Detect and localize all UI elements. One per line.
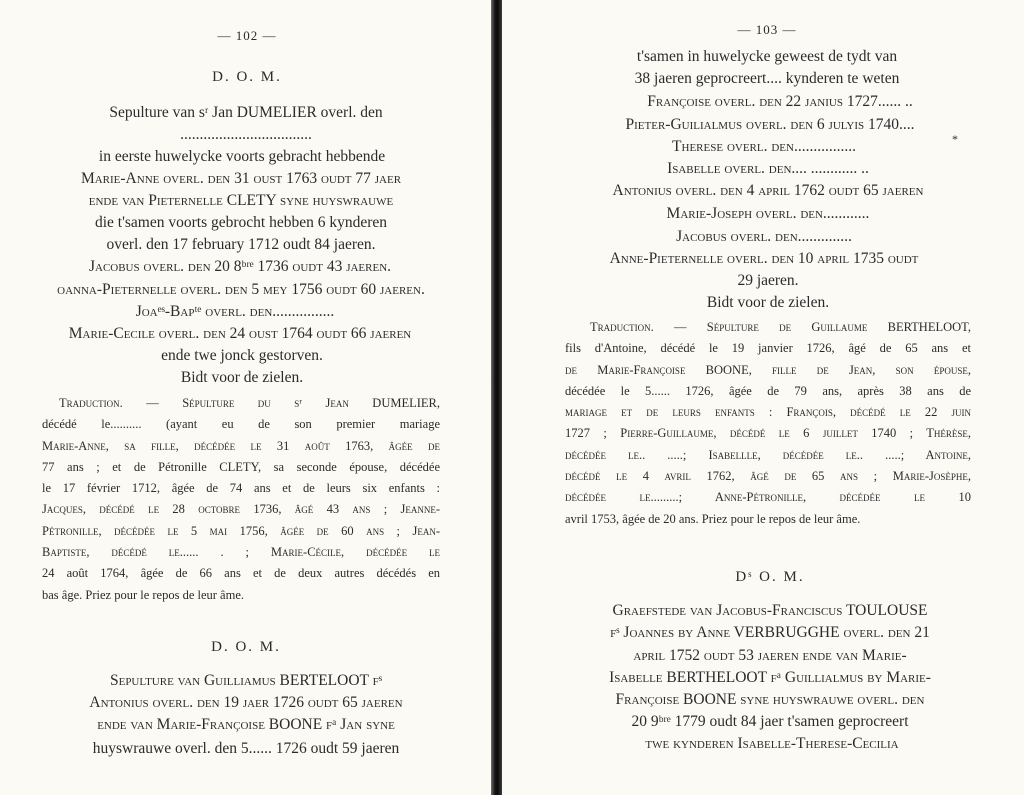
epitaph-line: Graefstede van Jacobus-Franciscus TOULOUSE — [612, 602, 928, 619]
translation-line: décédée le.. .....; Isabellle, décédée le.. .....; Antoine, — [565, 447, 971, 462]
heading: D. O. M. — [212, 69, 282, 85]
translation-line: mariage et de leurs enfants : François, décédé le 22 juin — [565, 405, 971, 420]
epitaph-line: Sepulture van sʳ Jan DUMELIER overl. den — [109, 104, 383, 121]
epitaph-line: Jacobus overl. den.............. — [676, 228, 852, 245]
epitaph-line: Marie-Anne overl. den 31 oust 1763 oudt 77 jaer — [80, 170, 402, 187]
epitaph-line: Joaᵉˢ-Bapᵗᵉ overl. den................ — [135, 303, 335, 320]
epitaph-line: Pieter-Guilialmus overl. den 6 julyis 1740.... — [625, 116, 915, 133]
epitaph-line: 38 jaeren geprocreert.... kynderen te weten — [634, 70, 900, 87]
translation-berteloot — [565, 317, 971, 530]
epitaph-line: t'samen in huwelycke geweest de tydt van — [636, 48, 898, 65]
epitaph-line: Therese overl. den................ — [672, 138, 856, 155]
epitaph-line: Anne-Pieternelle overl. den 10 april 1735 oudt — [609, 250, 919, 267]
epitaph-line: 20 9ᵇʳᵉ 1779 oudt 84 jaer t'samen geprocreert — [631, 713, 909, 730]
translation-line: 24 août 1764, âgée de 66 ans et de deux autres décédés en — [42, 566, 440, 581]
translation-line: décédée le.........; Anne-Pétronille, décédée le 10 — [565, 490, 971, 505]
epitaph-line: Antonius overl. den 4 april 1762 oudt 65 jaeren — [612, 182, 924, 199]
translation-line: Marie-Anne, sa fille, décédée le 31 août 1763, âgée de — [42, 438, 440, 453]
epitaph-line: Bidt voor de zielen. — [706, 294, 830, 311]
translation-line: décédé le.......... (ayant eu de son premier mariage — [42, 417, 440, 432]
epitaph-line: Françoise BOONE syne huyswrauwe overl. den — [615, 691, 925, 708]
epitaph-line: Marie-Cecile overl. den 24 oust 1764 oudt 66 jaeren — [68, 325, 412, 342]
epitaph-line: Marie-Joseph overl. den............ — [666, 205, 870, 222]
translation-line: le 17 février 1712, âgée de 74 ans et de leurs six enfants : — [42, 481, 440, 496]
margin-mark: * — [952, 132, 958, 146]
epitaph-line: overl. den 17 february 1712 oudt 84 jaeren. — [106, 236, 376, 253]
translation-line: Pétronille, décédée le 5 mai 1756, âgée de 60 ans ; Jean- — [42, 523, 440, 538]
epitaph-line: Isabelle overl. den.... ............ .. — [667, 160, 869, 177]
epitaph-line: huyswrauwe overl. den 5...... 1726 oudt 59 jaeren — [92, 740, 400, 757]
epitaph-line: oanna-Pieternelle overl. den 5 mey 1756 oudt 60 jaeren. — [57, 281, 425, 298]
book-gutter — [491, 0, 502, 795]
epitaph-line: ende van Marie-Françoise BOONE fᵃ Jan syne — [97, 716, 395, 733]
translation-line: fils d'Antoine, décédé le 19 janvier 1726, âgé de 65 ans et — [565, 341, 971, 356]
epitaph-line: Sepulture van Guilliamus BERTELOOT fˢ — [109, 672, 383, 689]
epitaph-line: Bidt voor de zielen. — [180, 369, 304, 386]
right-page — [502, 0, 1024, 795]
translation-line: avril 1753, âgée de 20 ans. Priez pour le repos de leur âme. — [565, 511, 861, 526]
translation-line: Baptiste, décédé le...... . ; Marie-Cécile, décédée le — [42, 545, 440, 560]
heading: D. O. M. — [211, 639, 281, 655]
epitaph-line: 29 jaeren. — [737, 272, 799, 289]
epitaph-line: twe kynderen Isabelle-Therese-Cecilia — [645, 735, 899, 752]
epitaph-line: ende van Pieternelle CLETY syne huyswrauwe — [88, 192, 394, 209]
epitaph-line: ende twe jonck gestorven. — [161, 347, 323, 364]
translation-line: décédée le 5...... 1726, âgée de 79 ans, après 38 ans de — [565, 383, 971, 398]
translation-dumelier — [42, 393, 440, 606]
epitaph-line: die t'samen voorts gebrocht hebben 6 kynderen — [94, 214, 388, 231]
epitaph-line: .................................. — [180, 126, 312, 143]
epitaph-line: Isabelle BERTHELOOT fᵃ Guillialmus by Marie- — [609, 669, 931, 686]
epitaph-line: Françoise overl. den 22 janius 1727...... .. — [647, 93, 913, 110]
translation-line: Traduction. — Sépulture du sʳ Jean DUMELIER, — [59, 396, 440, 410]
epitaph-line: april 1752 oudt 53 jaeren ende van Marie- — [633, 647, 907, 664]
page-number: — 102 — — [217, 28, 277, 43]
translation-line: Jacques, décédé le 28 octobre 1736, âgé 43 ans ; Jeanne- — [42, 502, 440, 517]
translation-line: décédé le 4 avril 1762, âgé de 65 ans ; Marie-Josèphe, — [565, 469, 971, 484]
epitaph-line: Jacobus overl. den 20 8ᵇʳᵉ 1736 oudt 43 jaeren. — [88, 258, 392, 275]
left-page — [0, 0, 496, 795]
translation-line: de Marie-Françoise BOONE, fille de Jean, son épouse, — [565, 362, 971, 377]
heading: Dˢ O. M. — [735, 569, 805, 585]
page-number: — 103 — — [737, 22, 797, 37]
translation-line: bas âge. Priez pour le repos de leur âme. — [42, 587, 245, 602]
epitaph-line: in eerste huwelycke voorts gebracht hebbende — [98, 148, 386, 165]
epitaph-line: fˢ Joannes by Anne VERBRUGGHE overl. den 21 — [610, 624, 930, 641]
translation-line: 1727 ; Pierre-Guillaume, décédé le 6 juillet 1740 ; Thérèse, — [565, 426, 971, 441]
epitaph-line: Antonius overl. den 19 jaer 1726 oudt 65 jaeren — [89, 694, 403, 711]
translation-line: Traduction. — Sépulture de Guillaume BERTHELOOT, — [590, 320, 971, 334]
translation-line: 77 ans ; et de Pétronille CLETY, sa seconde épouse, décédée — [42, 459, 440, 474]
